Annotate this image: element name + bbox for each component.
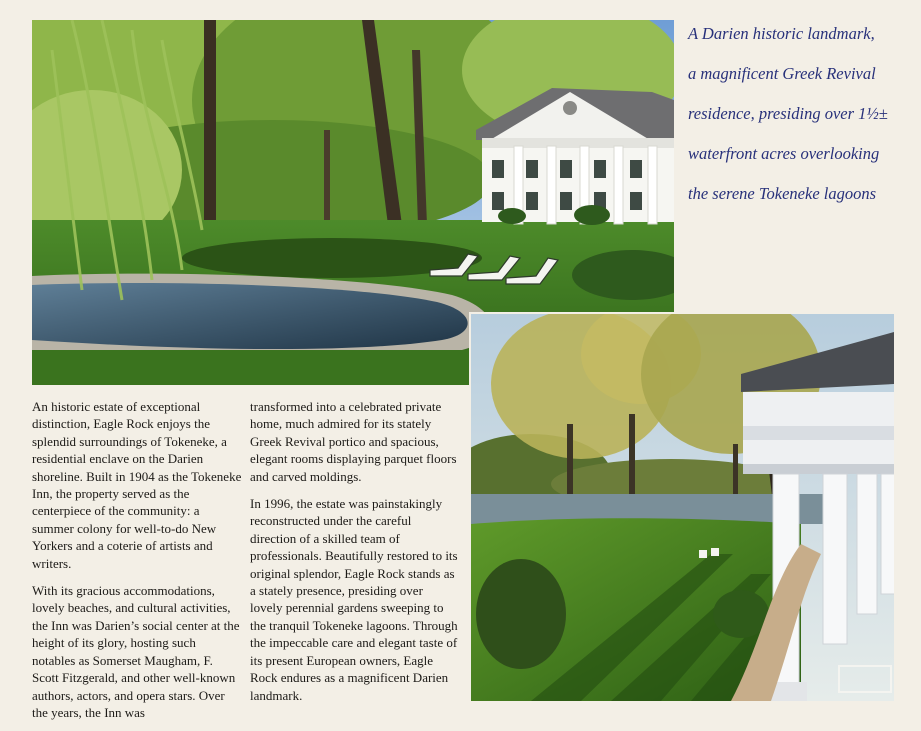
portico-lagoon-photo: [469, 312, 896, 703]
body-paragraph: With its gracious accommodations, lovely beaches, and cultural activities, the Inn was Darien’s social center at the height of its glory, hosting such notables as Somerset Maugham, F. Scott Fitzgerald, and other well-known authors, actors, and opera stars. Over the years, the Inn was: [32, 583, 240, 720]
photo-caption: [688, 14, 913, 214]
body-column-right: [250, 398, 458, 714]
body-paragraph: In 1996, the estate was painstakingly reconstructed under the careful direction of a skilled team of professionals. Beautifully restored to its original splendor, Eagle Rock stands as a stately presence, presiding over lovely perennial gardens sweeping to the tranquil Tokeneke lagoons. Through the impeccable care and elegant taste of its present European owners, Eagle Rock endures as a magnificent Darien landmark.: [250, 496, 458, 703]
caption-line: the serene Tokeneke lagoons: [688, 184, 877, 203]
caption-line: a magnificent Greek Revival: [688, 64, 876, 83]
caption-line: waterfront acres overlooking: [688, 144, 880, 163]
caption-line: A Darien historic landmark,: [688, 24, 875, 43]
body-paragraph: transformed into a celebrated private home, much admired for its stately Greek Revival portico and spacious, elegant rooms displaying parquet floors and carved moldings.: [250, 399, 457, 484]
body-column-left: [32, 398, 242, 731]
caption-line: residence, presiding over 1½±: [688, 104, 888, 123]
body-paragraph: An historic estate of exceptional distinction, Eagle Rock enjoys the splendid surroundings of Tokeneke, a residential enclave on the Darien shoreline. Built in 1904 as the Tokeneke Inn, the property served as the centerpiece of the community: a summer colony for well-to-do New Yorkers and a coterie of artists and writers.: [32, 399, 242, 571]
